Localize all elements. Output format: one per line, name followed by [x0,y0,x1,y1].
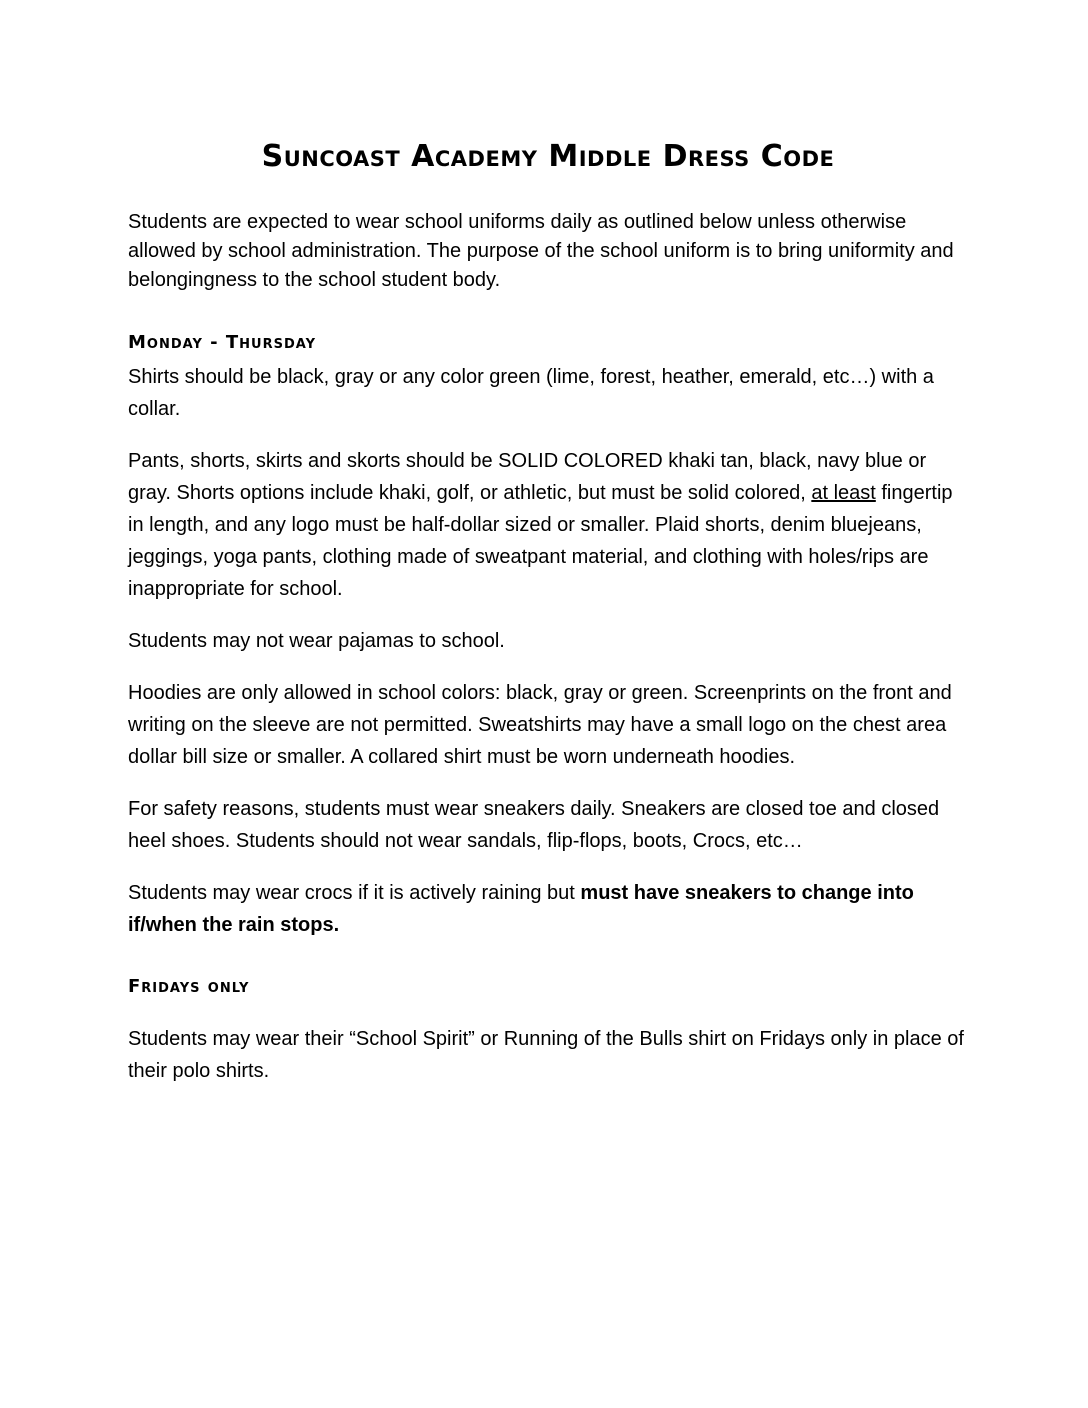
pants-underlined-text: at least [811,482,876,504]
shirts-paragraph: Shirts should be black, gray or any color green (lime, forest, heather, emerald, etc…) with a collar. [128,366,934,420]
hoodies-paragraph: Hoodies are only allowed in school colors: black, gray or green. Screenprints on the front and writing on the sleeve are not permitted. Sweatshirts may have a small logo on the chest area dollar bill size or smaller. A collared shirt must be worn underneath hoodies. [128,682,952,768]
pants-paragraph [128,445,968,605]
crocs-bold-text: must have sneakers to change into if/when the rain stops. [128,882,914,936]
section-heading-monday-thursday: Monday - Thursday [128,332,316,353]
section-heading-fridays: Fridays only [128,976,250,997]
intro-paragraph: Students are expected to wear school uniforms daily as outlined below unless otherwise allowed by school administration. The purpose of the school uniform is to bring uniformity and belongingness to the school student body. [128,211,954,291]
document-page [128,138,968,1087]
pants-text-part1: Pants, shorts, skirts and skorts should be SOLID COLORED khaki tan, black, navy blue or gray. Shorts options include khaki, golf, or athletic, but must be solid colored, [128,450,927,504]
fridays-paragraph: Students may wear their “School Spirit” or Running of the Bulls shirt on Fridays only in place of their polo shirts. [128,1028,964,1082]
crocs-paragraph [128,877,968,941]
pajamas-paragraph: Students may not wear pajamas to school. [128,630,505,652]
sneakers-paragraph: For safety reasons, students must wear sneakers daily. Sneakers are closed toe and closed heel shoes. Students should not wear sandals, flip-flops, boots, Crocs, etc… [128,798,940,852]
pants-text-part2: fingertip in length, and any logo must be half-dollar sized or smaller. Plaid shorts, denim bluejeans, jeggings, yoga pants, clothing made of sweatpant material, and clothing with holes/rips are inappropriate for school. [128,482,953,600]
crocs-text: Students may wear crocs if it is actively raining but [128,882,581,904]
page-title: Suncoast Academy Middle Dress Code [261,139,835,174]
